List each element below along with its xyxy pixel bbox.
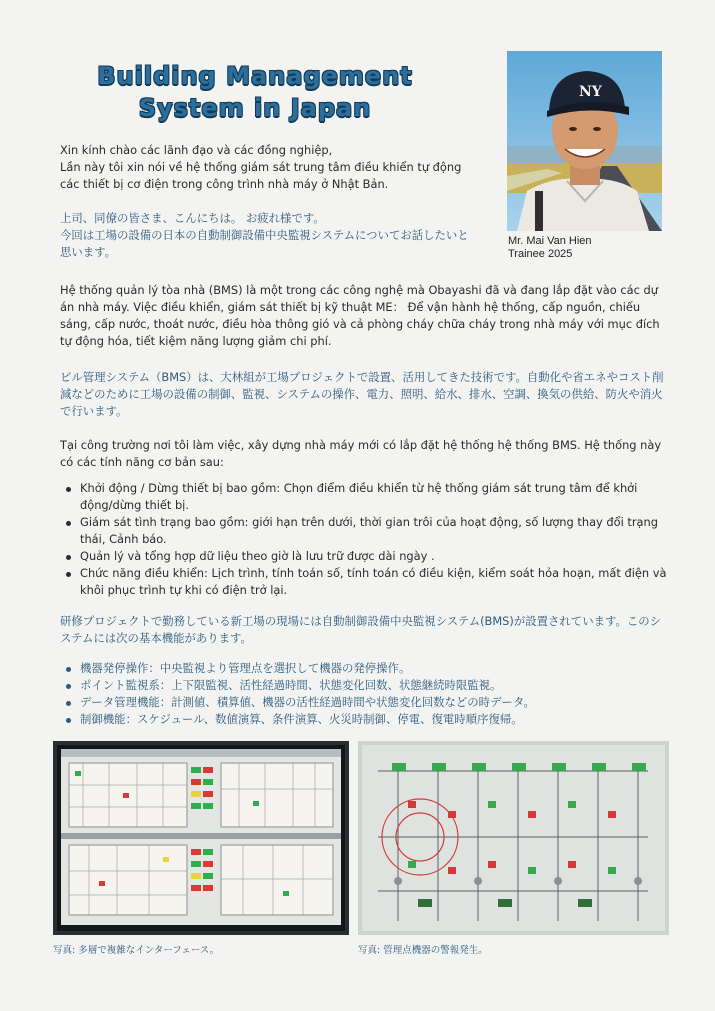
list-item: Quản lý và tổng hợp dữ liệu theo giờ là lưu trữ được dài ngày . xyxy=(60,548,672,565)
feature-list-vietnamese xyxy=(60,480,672,599)
title-line-1: Building Management xyxy=(97,62,413,90)
trainee-portrait-photo xyxy=(507,51,662,231)
list-item: Khởi động / Dừng thiết bị bao gồm: Chọn điểm điều khiển từ hệ thống giám sát trung tâm để khởi động/dừng thiết bị. xyxy=(60,480,672,514)
list-item: ポイント監視系：上下限監視、活性経過時間、状態変化回数、状態継続時限監視。 xyxy=(60,677,672,694)
list-item: Giám sát tình trạng bao gồm: giới hạn trên dưới, thời gian trôi của hoạt động, số lượng thay đổi trạng thái, Cảnh báo. xyxy=(60,514,672,548)
title-line-2: System in Japan xyxy=(138,94,372,122)
trainee-role: Trainee 2025 xyxy=(508,248,573,260)
intro-vietnamese: Xin kính chào các lãnh đạo và các đồng nghiệp, Lần này tôi xin nói về hệ thống giám sát trung tâm điều khiển tự động các thiết bị cơ điện trong công trình nhà máy ở Nhật Bản. xyxy=(60,143,462,191)
bms-features-intro-vietnamese: Tại công trường nơi tôi làm việc, xây dựng nhà máy mới có lắp đặt hệ thống hệ thống BMS. Hệ thống này có các tính năng cơ bản sau: xyxy=(60,438,662,469)
bms-overview-japanese: ビル管理システム（BMS）は、大林組が工場プロジェクトで設置、活用してきた技術です。自動化や省エネやコスト削減などのために工場の設備の制御、監視、システムの操作、電力、照明、給水、排水、空調、換気の供給、防火や消火で行います。 xyxy=(60,370,664,418)
bms-overview-vietnamese: Hệ thống quản lý tòa nhà (BMS) là một trong các công nghệ mà Obayashi đã và đang lắp đặt vào các dự án nhà máy. Việc điều khiển, giám sát thiết bị kỹ thuật ME： Để vận hành hệ thống, cấp nguồn, chiếu sáng, cấp nước, thoát nước, điều hòa thông gió và cả phòng cháy chữa cháy trong nhà máy với mục đích tự động hóa, tiết kiệm năng lượng giảm chi phí. xyxy=(60,283,660,348)
page-title xyxy=(60,60,450,124)
list-item: データ管理機能：計測値、積算値、機器の活性経過時間や状態変化回数などの時データ。 xyxy=(60,694,672,711)
list-item: 制御機能：スケジュール、数値演算、条件演算、火災時制御、停電、復電時順序復帰。 xyxy=(60,711,672,728)
feature-list-japanese xyxy=(60,660,672,728)
monitor-interface-photo xyxy=(53,741,349,935)
trainee-caption xyxy=(508,235,592,261)
list-item: Chức năng điều khiển: Lịch trình, tính toán số, tính toán có điều kiện, kiểm soát hỏa hoạn, mất điện và khôi phục trình tự khi có điện trở lại. xyxy=(60,565,672,599)
svg-text:NY: NY xyxy=(579,84,602,100)
alarm-schematic-photo xyxy=(358,741,669,935)
intro-japanese: 上司、同僚の皆さま、こんにちは。 お疲れ様です。 今回は工場の設備の日本の自動制御設備中央監視システムについてお話したいと思います。 xyxy=(60,211,469,259)
right-photo-caption: 写真: 管理点機器の警報発生。 xyxy=(358,945,488,956)
list-item: 機器発停操作：中央監視より管理点を選択して機器の発停操作。 xyxy=(60,660,672,677)
trainee-name: Mr. Mai Van Hien xyxy=(508,235,592,247)
left-photo-caption: 写真: 多層で複雑なインターフェース。 xyxy=(53,945,220,956)
bms-features-intro-japanese: 研修プロジェクトで勤務している新工場の現場には自動制御設備中央監視システム(BMS)が設置されています。このシステムには次の基本機能があります。 xyxy=(60,614,662,645)
